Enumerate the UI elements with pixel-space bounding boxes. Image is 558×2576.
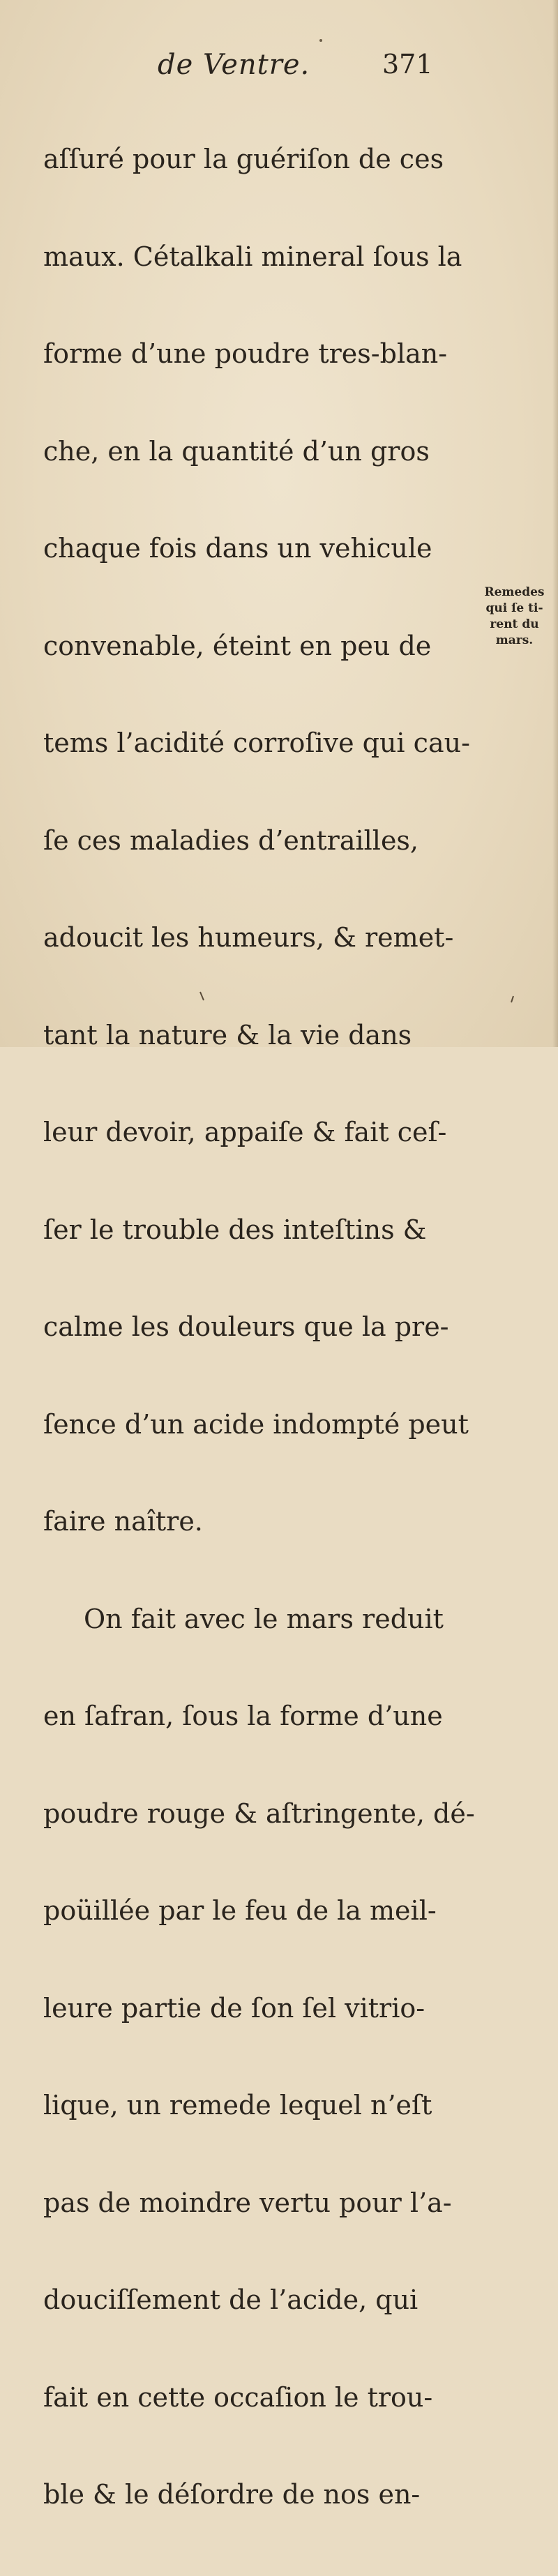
text-line: ſe ces maladies d’entrailles, xyxy=(43,824,419,856)
text-line: poudre rouge & aſtringente, dé- xyxy=(43,1798,475,1829)
text-line: ſence d’un acide indompté peut xyxy=(43,1408,469,1440)
ink-speck xyxy=(511,996,513,1002)
text-line: tems l’acidité corroſive qui cau- xyxy=(43,728,470,758)
text-line: poüillée par le feu de la meil- xyxy=(43,1895,437,1926)
text-line: faire naître. xyxy=(43,1506,203,1537)
text-line: tant la nature & la vie dans xyxy=(43,1019,412,1050)
text-line: adoucit les humeurs, & remet- xyxy=(43,922,454,953)
text-line: chaque fois dans un vehicule xyxy=(43,533,432,564)
margin-note-line: Remedes xyxy=(484,585,545,599)
margin-note xyxy=(474,585,555,649)
text-line: convenable, éteint en peu de xyxy=(43,630,432,661)
text-line: pas de moindre vertu pour l’a- xyxy=(43,2187,452,2218)
text-line: calme les douleurs que la pre- xyxy=(43,1311,449,1342)
paragraph-start-line: On fait avec le mars reduit xyxy=(84,1603,444,1634)
text-line: leure partie de ſon ſel vitrio- xyxy=(43,1992,425,2024)
page-edge-shadow xyxy=(552,0,558,1047)
running-title: de Ventre. xyxy=(158,49,310,81)
text-line: douciſſement de l’acide, qui xyxy=(43,2284,418,2315)
text-line: che, en la quantité d’un gros xyxy=(43,435,430,467)
text-line: fait en cette occaſion le trou- xyxy=(43,2381,433,2413)
page-number: 371 xyxy=(382,49,433,80)
margin-note-line: qui ſe ti- xyxy=(485,601,543,615)
text-line: ſer le trouble des inteſtins & xyxy=(43,1214,427,1245)
ink-speck xyxy=(319,39,322,42)
text-line: en ſafran, ſous la forme d’une xyxy=(43,1701,443,1731)
text-line: forme d’une poudre tres-blan- xyxy=(43,338,448,369)
body-text xyxy=(43,78,475,2576)
text-line: maux. Cétalkali mineral ſous la xyxy=(43,241,462,272)
margin-note-line: mars. xyxy=(495,633,534,647)
text-line: ble & le déſordre de nos en- xyxy=(43,2479,421,2510)
text-line: aſſuré pour la guériſon de ces xyxy=(43,144,444,174)
margin-note-line: rent du xyxy=(490,617,539,631)
text-line: leur devoir, appaiſe & fait ceſ- xyxy=(43,1117,447,1147)
text-line: lique, un remede lequel n’eſt xyxy=(43,2090,432,2121)
